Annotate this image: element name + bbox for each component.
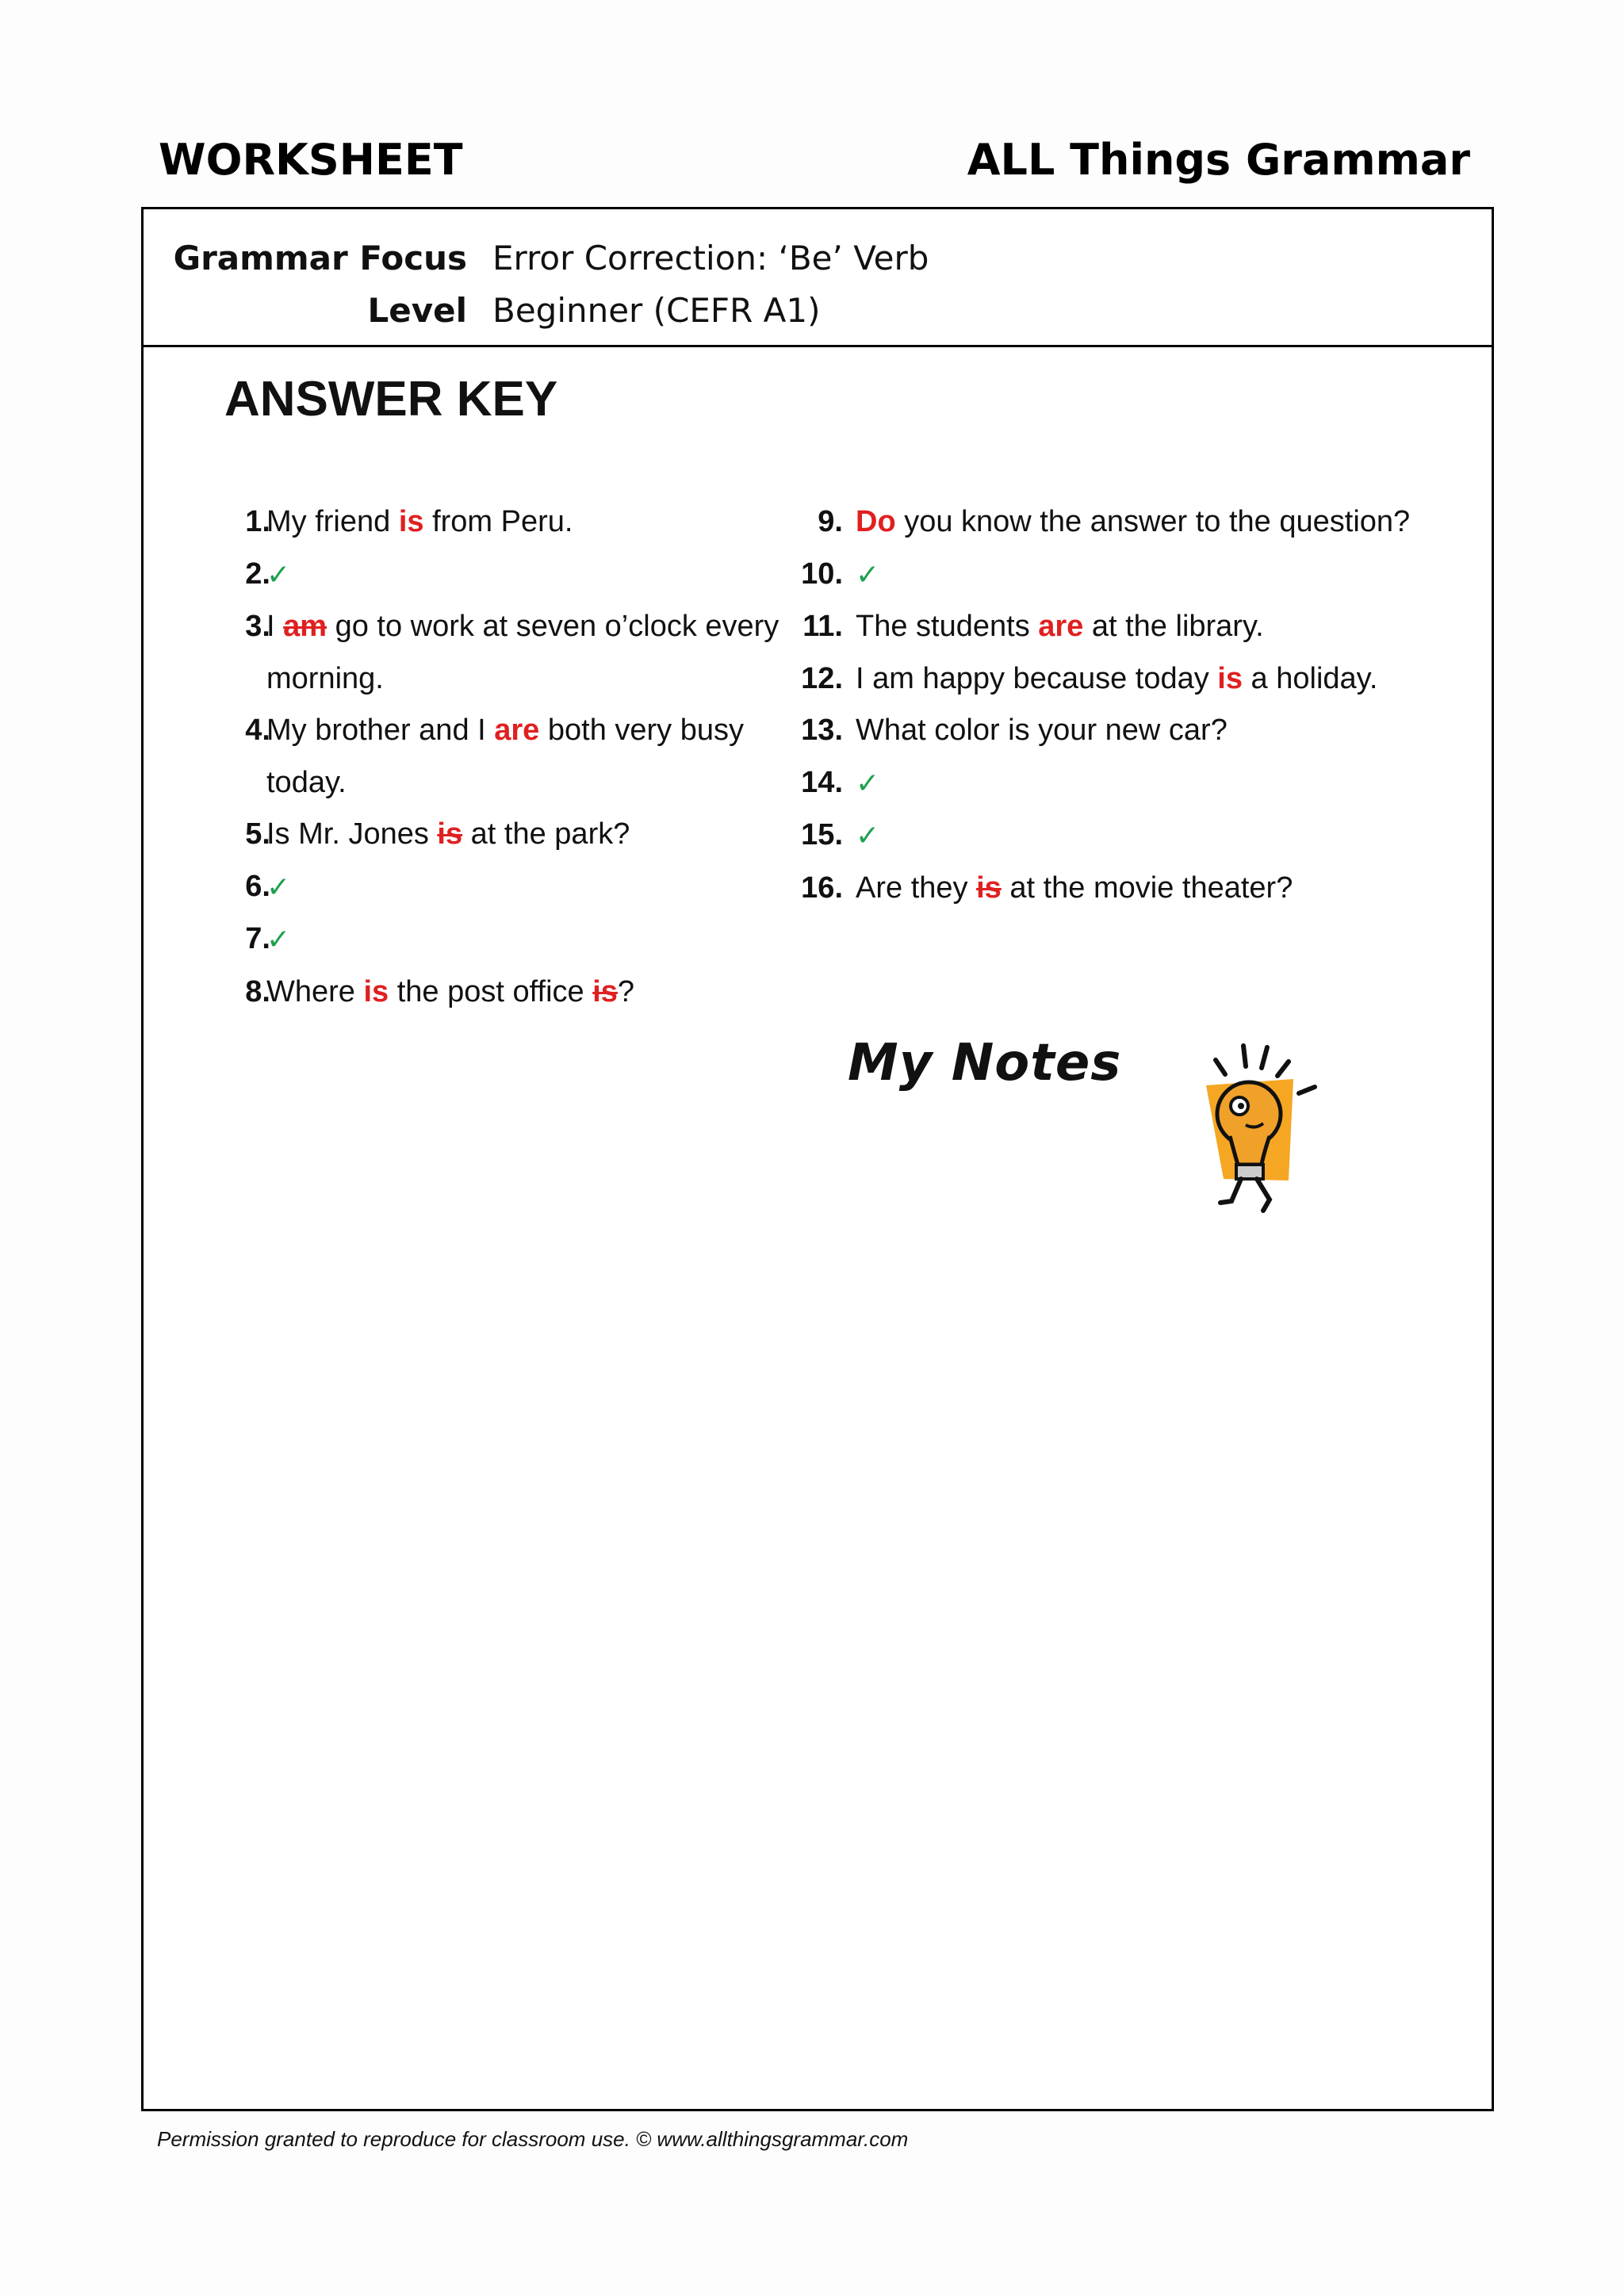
grammar-focus-box bbox=[144, 209, 1492, 347]
deleted-word: is bbox=[976, 871, 1002, 905]
answer-number: 8. bbox=[245, 974, 270, 1008]
sentence-text: Where bbox=[266, 974, 364, 1008]
answer-item bbox=[746, 653, 1492, 706]
answer-item bbox=[746, 863, 1492, 915]
answer-item bbox=[144, 496, 794, 549]
answer-number: 16. bbox=[801, 871, 843, 905]
answer-text bbox=[856, 549, 1490, 602]
sentence-text: ? bbox=[617, 974, 635, 1008]
answer-item bbox=[144, 549, 794, 602]
answer-text bbox=[856, 496, 1490, 549]
answer-number: 5. bbox=[245, 817, 270, 851]
answer-number: 13. bbox=[801, 714, 843, 747]
correction-word: is bbox=[398, 505, 424, 538]
answer-text bbox=[266, 549, 782, 602]
answer-text bbox=[266, 861, 782, 914]
answer-text bbox=[856, 757, 1490, 810]
answer-text bbox=[266, 601, 782, 705]
level-row bbox=[144, 285, 1492, 337]
answer-number: 6. bbox=[245, 869, 270, 903]
sentence-text: Are they bbox=[856, 871, 977, 905]
sentence-text: at the library. bbox=[1083, 610, 1264, 643]
answer-item bbox=[144, 913, 794, 966]
sentence-text: I am happy because today bbox=[856, 661, 1218, 695]
answer-text bbox=[856, 809, 1490, 863]
answer-item bbox=[144, 861, 794, 914]
sentence-text: My brother and I bbox=[266, 714, 495, 747]
answer-text bbox=[856, 863, 1490, 915]
worksheet-label: WORKSHEET bbox=[159, 135, 463, 185]
sentence-text: Is Mr. Jones bbox=[266, 817, 438, 851]
checkmark-icon: ✓ bbox=[856, 819, 880, 851]
correction-word: is bbox=[1217, 661, 1243, 695]
answer-item bbox=[746, 496, 1492, 549]
checkmark-icon: ✓ bbox=[266, 923, 291, 955]
sentence-text: a holiday. bbox=[1243, 661, 1378, 695]
checkmark-icon: ✓ bbox=[856, 766, 880, 799]
sentence-text: from Peru. bbox=[423, 505, 573, 538]
answer-text bbox=[856, 653, 1490, 706]
answer-number: 12. bbox=[801, 661, 843, 695]
answer-item bbox=[144, 601, 794, 705]
checkmark-icon: ✓ bbox=[266, 557, 291, 591]
deleted-word: is bbox=[437, 817, 463, 851]
answer-item bbox=[746, 809, 1492, 863]
answer-item bbox=[746, 757, 1492, 810]
grammar-focus-label: Grammar Focus bbox=[173, 239, 467, 277]
answer-number: 9. bbox=[818, 505, 843, 538]
correction-word: are bbox=[1038, 610, 1084, 643]
answer-text bbox=[266, 809, 782, 861]
answer-text bbox=[856, 601, 1490, 653]
my-notes-label: My Notes bbox=[848, 1034, 1122, 1093]
sentence-text: at the park? bbox=[462, 817, 630, 851]
answer-number: 14. bbox=[801, 765, 843, 799]
level-value: Beginner (CEFR A1) bbox=[492, 291, 821, 330]
answer-item bbox=[144, 705, 794, 809]
correction-word: are bbox=[494, 714, 540, 747]
sentence-text: go to work at seven o’clock every morning. bbox=[266, 610, 779, 695]
level-label: Level bbox=[367, 291, 467, 330]
sentence-text: I bbox=[266, 610, 284, 643]
sentence-text: My friend bbox=[266, 505, 399, 538]
sentence-text: both very busy today. bbox=[266, 714, 744, 799]
answer-text bbox=[266, 913, 782, 966]
answer-item bbox=[144, 966, 794, 1019]
answer-number: 15. bbox=[801, 818, 843, 851]
lightbulb-character-icon bbox=[1200, 1038, 1342, 1228]
answer-number: 10. bbox=[801, 557, 843, 591]
sentence-text: at the movie theater? bbox=[1001, 871, 1293, 905]
sentence-text: What color is your new car? bbox=[856, 714, 1228, 747]
answer-number: 4. bbox=[245, 714, 270, 747]
sentence-text: you know the answer to the question? bbox=[895, 505, 1411, 538]
deleted-word: am bbox=[283, 610, 327, 643]
grammar-focus-value: Error Correction: ‘Be’ Verb bbox=[492, 239, 929, 277]
answers-left-column bbox=[144, 496, 794, 1018]
checkmark-icon: ✓ bbox=[266, 870, 291, 903]
answer-item bbox=[746, 549, 1492, 602]
copyright-footer: Permission granted to reproduce for classroom use. © www.allthingsgrammar.com bbox=[157, 2127, 909, 2151]
answer-number: 7. bbox=[245, 922, 270, 955]
answer-item bbox=[746, 601, 1492, 653]
answer-text bbox=[856, 705, 1490, 757]
answer-number: 3. bbox=[245, 610, 270, 643]
answers-right-column bbox=[746, 496, 1492, 914]
answer-text bbox=[266, 966, 782, 1019]
answer-number: 11. bbox=[802, 610, 843, 643]
answer-item bbox=[144, 809, 794, 861]
sentence-text: the post office bbox=[389, 974, 593, 1008]
answer-number: 1. bbox=[245, 505, 270, 538]
sentence-text: The students bbox=[856, 610, 1039, 643]
worksheet-frame bbox=[141, 207, 1494, 2111]
deleted-word: is bbox=[592, 974, 618, 1008]
brand-title: ALL Things Grammar bbox=[967, 135, 1470, 185]
answer-number: 2. bbox=[245, 557, 270, 591]
correction-word: is bbox=[363, 974, 389, 1008]
answer-text bbox=[266, 705, 782, 809]
answer-text bbox=[266, 496, 782, 549]
grammar-focus-row bbox=[144, 232, 1492, 285]
checkmark-icon: ✓ bbox=[856, 557, 880, 591]
correction-word: Do bbox=[856, 505, 896, 538]
answer-key-title: ANSWER KEY bbox=[224, 372, 558, 427]
answer-item bbox=[746, 705, 1492, 757]
